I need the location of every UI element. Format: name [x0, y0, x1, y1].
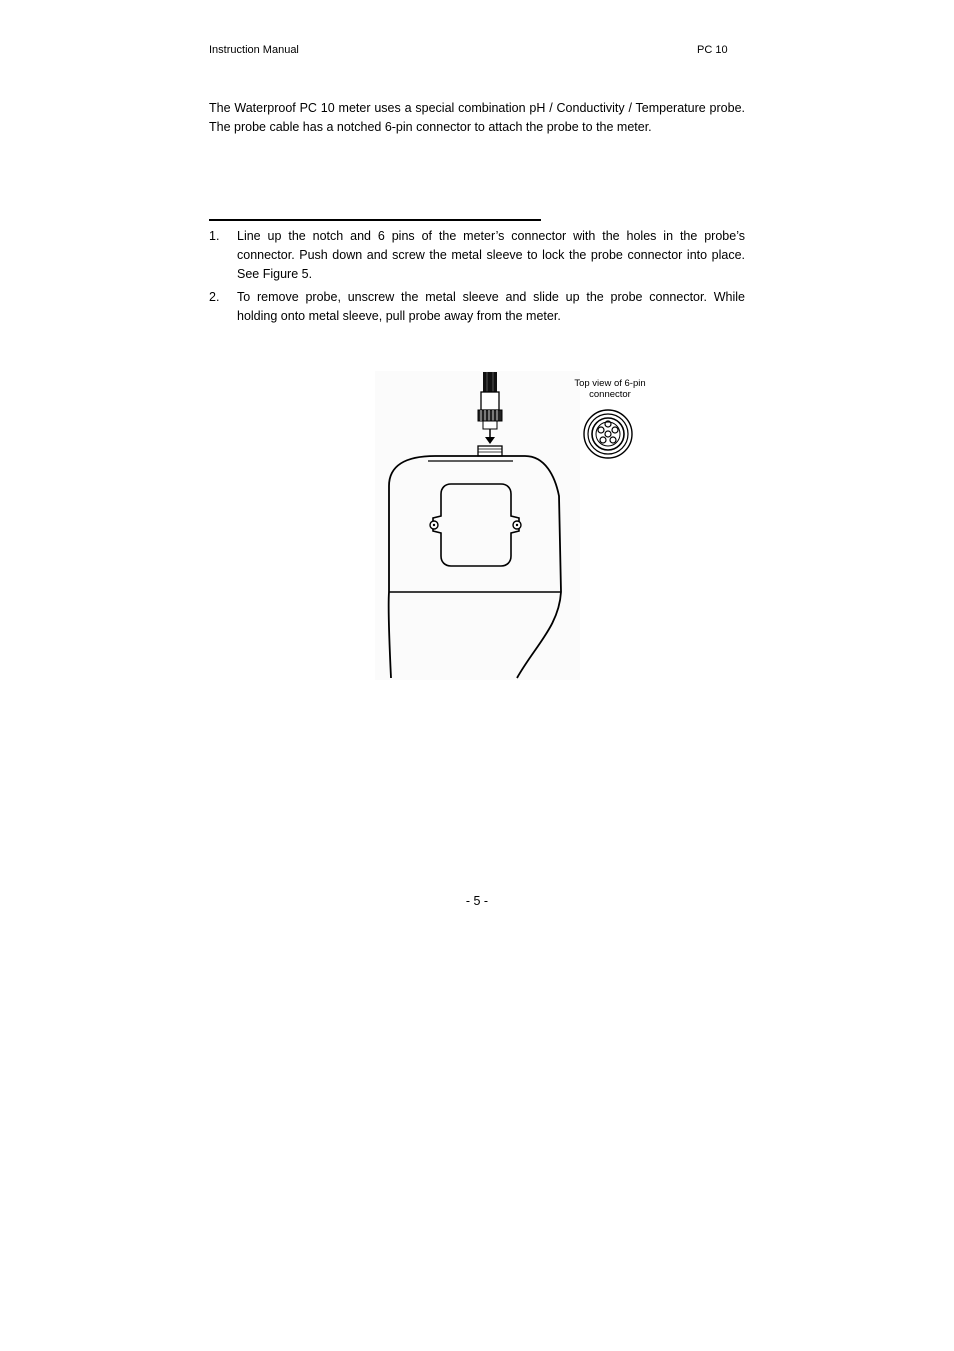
- page-number: - 5 -: [465, 894, 489, 908]
- step-number: 1.: [209, 229, 220, 243]
- section-divider: [209, 219, 541, 221]
- list-item: [209, 288, 745, 328]
- header-model: PC 10: [697, 44, 728, 56]
- probe-connection-figure: [375, 366, 655, 680]
- meter-socket-icon: [478, 446, 502, 456]
- intro-paragraph: The Waterproof PC 10 meter uses a special combination pH / Conductivity / Temperature probe. The probe cable has a notched 6-pin connector to attach the probe to the meter.: [209, 101, 745, 134]
- probe-cable-icon: [483, 372, 497, 392]
- header-title: Instruction Manual: [209, 44, 299, 56]
- connector-label: Top view of 6-pin connector: [574, 378, 646, 400]
- step-text: Line up the notch and 6 pins of the meter’s connector with the holes in the probe’s connector. Push down and screw the metal sleeve to lock the probe connector into place. See Figure 5.: [237, 229, 745, 281]
- six-pin-connector-icon: [584, 410, 632, 458]
- list-item: [209, 227, 745, 287]
- step-number: 2.: [209, 290, 220, 304]
- step-text: To remove probe, unscrew the metal sleeve and slide up the probe connector. While holding onto metal sleeve, pull probe away from the meter.: [237, 290, 745, 323]
